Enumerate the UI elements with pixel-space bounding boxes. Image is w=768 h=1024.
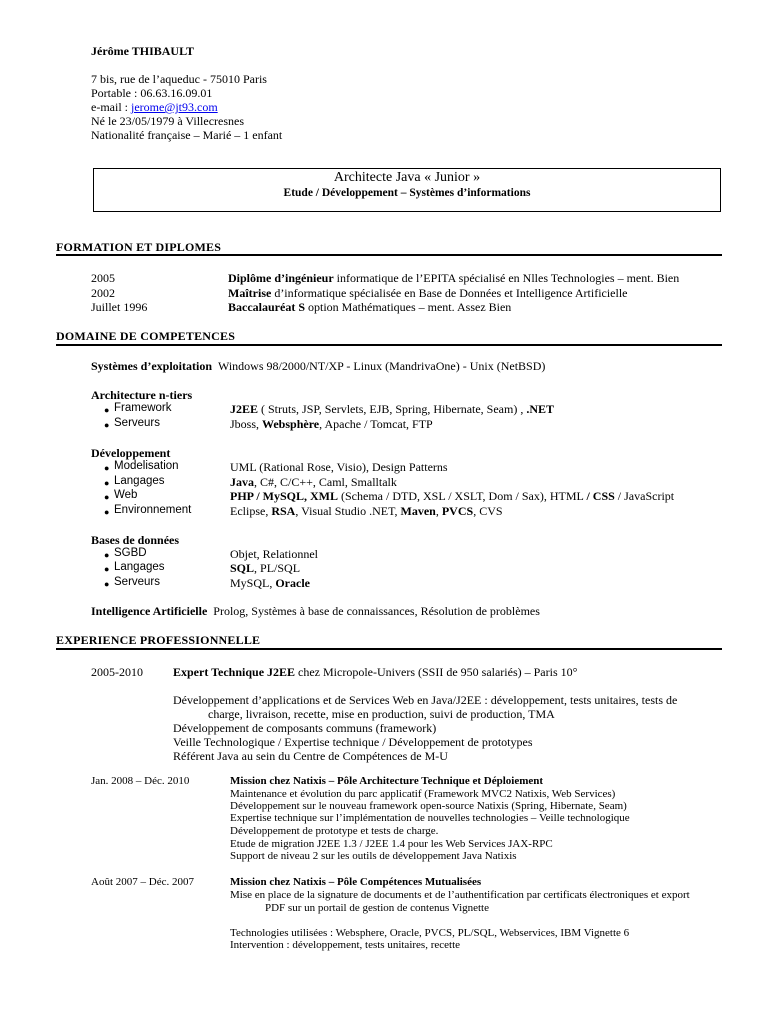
framework-dotnet: .NET: [526, 402, 555, 416]
ia-row: [91, 604, 540, 619]
formation-date: Juillet 1996: [91, 300, 148, 314]
job-subtitle: Etude / Développement – Systèmes d’informations: [283, 187, 531, 199]
bdd-oracle: Oracle: [275, 576, 310, 590]
serveurs-websphere: Websphère: [262, 417, 320, 431]
mission-item: Maintenance et évolution du parc applicatif (Framework MVC2 Natixis, Web Services): [230, 788, 616, 800]
degree: Diplôme d’ingénieur: [228, 271, 334, 285]
mission-item: Support de niveau 2 sur les outils de développement Java Natixis: [230, 850, 517, 862]
section-divider: [56, 254, 722, 256]
section-divider: [56, 648, 722, 650]
env-maven: Maven: [400, 504, 436, 518]
bullet-icon: ●: [104, 478, 110, 488]
title-box: [93, 168, 721, 212]
mission-item: PDF sur un portail de gestion de contenus Vignette: [265, 902, 489, 914]
dev-label: Développement: [91, 446, 171, 460]
section-heading-competences: DOMAINE DE COMPETENCES: [56, 329, 236, 343]
mission-title: Mission chez Natixis – Pôle Compétences Mutualisées: [230, 876, 482, 888]
job-desc-line: Développement de composants communs (framework): [173, 721, 437, 735]
job-entry: [173, 665, 577, 680]
mission-item: Développement de prototype et tests de charge.: [230, 825, 439, 837]
mission-item: Etude de migration J2EE 1.3 / J2EE 1.4 pour les Web Services JAX-RPC: [230, 838, 553, 850]
sgbd-value: Objet, Relationnel: [230, 547, 318, 561]
bdd-langages-label: Langages: [114, 561, 165, 573]
bullet-icon: ●: [104, 564, 110, 574]
web-php: PHP / MySQL, XML: [230, 489, 338, 503]
archi-label: Architecture n-tiers: [91, 388, 193, 402]
env-text: , Visual Studio .NET,: [295, 504, 401, 518]
degree: Baccalauréat S: [228, 300, 305, 314]
env-pvcs: PVCS: [441, 504, 474, 518]
mission-date: Août 2007 – Déc. 2007: [91, 876, 194, 888]
formation-date: 2002: [91, 286, 115, 300]
address: 7 bis, rue de l’aqueduc - 75010 Paris: [91, 72, 267, 86]
env-text: ,: [435, 504, 442, 518]
job-desc-line: Référent Java au sein du Centre de Compétences de M-U: [173, 749, 448, 763]
degree: Maîtrise: [228, 286, 272, 300]
nationality-info: Nationalité française – Marié – 1 enfant: [91, 128, 283, 142]
phone: Portable : 06.63.16.09.01: [91, 86, 213, 100]
serveurs-text: Jboss,: [230, 417, 263, 431]
web-list: (Schema / DTD, XSL / XSLT, Dom / Sax), HTML: [338, 489, 587, 503]
bdd-serveurs-label: Serveurs: [114, 576, 161, 588]
mission-intervention: Intervention : développement, tests unitaires, recette: [230, 939, 461, 951]
degree-detail: option Mathématiques – ment. Assez Bien: [305, 300, 512, 314]
birth-info: Né le 23/05/1979 à Villecresnes: [91, 114, 245, 128]
langages-list: , C#, C/C++, Caml, Smalltalk: [254, 475, 397, 489]
web-value: [230, 489, 674, 504]
mission-tech: Technologies utilisées : Websphere, Oracle, PVCS, PL/SQL, Webservices, IBM Vignette 6: [230, 927, 630, 939]
modelisation-value: UML (Rational Rose, Visio), Design Patterns: [230, 460, 448, 474]
section-heading-formation: FORMATION ET DIPLOMES: [56, 240, 222, 254]
framework-list: ( Struts, JSP, Servlets, EJB, Spring, Hibernate, Seam) ,: [258, 402, 527, 416]
langages-label: Langages: [114, 475, 165, 487]
bdd-sql: SQL: [230, 561, 255, 575]
os-row: [91, 359, 545, 374]
env-value: [230, 504, 503, 519]
formation-entry: [228, 271, 679, 286]
bdd-mysql: MySQL,: [230, 576, 276, 590]
web-css: / CSS: [586, 489, 615, 503]
job-desc-line: Développement d’applications et de Services Web en Java/J2EE : développement, tests unitaires, tests de: [173, 693, 678, 707]
bullet-icon: ●: [104, 550, 110, 560]
langages-java: Java: [230, 475, 254, 489]
bullet-icon: ●: [104, 405, 110, 415]
job-desc-line: Veille Technologique / Expertise technique / Développement de prototypes: [173, 735, 533, 749]
web-js: / JavaScript: [614, 489, 675, 503]
ia-label: Intelligence Artificielle: [91, 604, 208, 618]
os-label: Systèmes d’exploitation: [91, 359, 212, 373]
bdd-serveurs-value: [230, 576, 310, 591]
serveurs-text: , Apache / Tomcat, FTP: [319, 417, 433, 431]
bullet-icon: ●: [104, 463, 110, 473]
mission-item: Mise en place de la signature de documents et de l’authentification par certificats électroniques et export: [230, 889, 690, 901]
modelisation-label: Modelisation: [114, 460, 179, 472]
env-label: Environnement: [114, 504, 192, 516]
bullet-icon: ●: [104, 579, 110, 589]
formation-date: 2005: [91, 271, 115, 285]
framework-j2ee: J2EE: [230, 402, 259, 416]
job-title-heading: Architecte Java « Junior »: [333, 170, 481, 185]
email-link[interactable]: jerome@jt93.com: [130, 100, 218, 114]
section-divider: [56, 344, 722, 346]
email-label: e-mail :: [91, 100, 131, 114]
bdd-label: Bases de données: [91, 533, 180, 547]
job-desc-line: charge, livraison, recette, mise en production, suivi de production, TMA: [208, 707, 555, 721]
web-label: Web: [114, 489, 138, 501]
bdd-plsql: , PL/SQL: [254, 561, 301, 575]
os-value: Windows 98/2000/NT/XP - Linux (MandrivaOne) - Unix (NetBSD): [218, 359, 546, 373]
ia-value: Prolog, Systèmes à base de connaissances, Résolution de problèmes: [213, 604, 540, 618]
mission-item: Développement sur le nouveau framework open-source Natixis (Spring, Hibernate, Seam): [230, 800, 627, 812]
langages-value: [230, 475, 397, 490]
email-line: [91, 100, 218, 115]
framework-value: [230, 402, 554, 417]
env-text: Eclipse,: [230, 504, 272, 518]
bdd-langages-value: [230, 561, 300, 576]
env-rsa: RSA: [271, 504, 296, 518]
bullet-icon: ●: [104, 420, 110, 430]
degree-detail: informatique de l’EPITA spécialisé en Nlles Technologies – ment. Bien: [333, 271, 680, 285]
framework-label: Framework: [114, 402, 172, 414]
formation-entry: [228, 300, 511, 315]
candidate-name: Jérôme THIBAULT: [91, 44, 195, 58]
mission-title: Mission chez Natixis – Pôle Architecture Technique et Déploiement: [230, 775, 544, 787]
serveurs-label: Serveurs: [114, 417, 161, 429]
job-date: 2005-2010: [91, 665, 143, 679]
mission-item: Expertise technique sur l’implémentation de nouvelles technologies – Veille technologique: [230, 812, 630, 824]
mission-date: Jan. 2008 – Déc. 2010: [91, 775, 190, 787]
bullet-icon: ●: [104, 507, 110, 517]
serveurs-value: [230, 417, 433, 432]
formation-entry: [228, 286, 628, 301]
job-role: Expert Technique J2EE: [173, 665, 296, 679]
bullet-icon: ●: [104, 492, 110, 502]
degree-detail: d’informatique spécialisée en Base de Données et Intelligence Artificielle: [271, 286, 628, 300]
section-heading-experience: EXPERIENCE PROFESSIONNELLE: [56, 633, 261, 647]
job-company: chez Micropole-Univers (SSII de 950 salariés) – Paris 10°: [295, 665, 578, 679]
env-text: , CVS: [473, 504, 503, 518]
sgbd-label: SGBD: [114, 547, 147, 559]
